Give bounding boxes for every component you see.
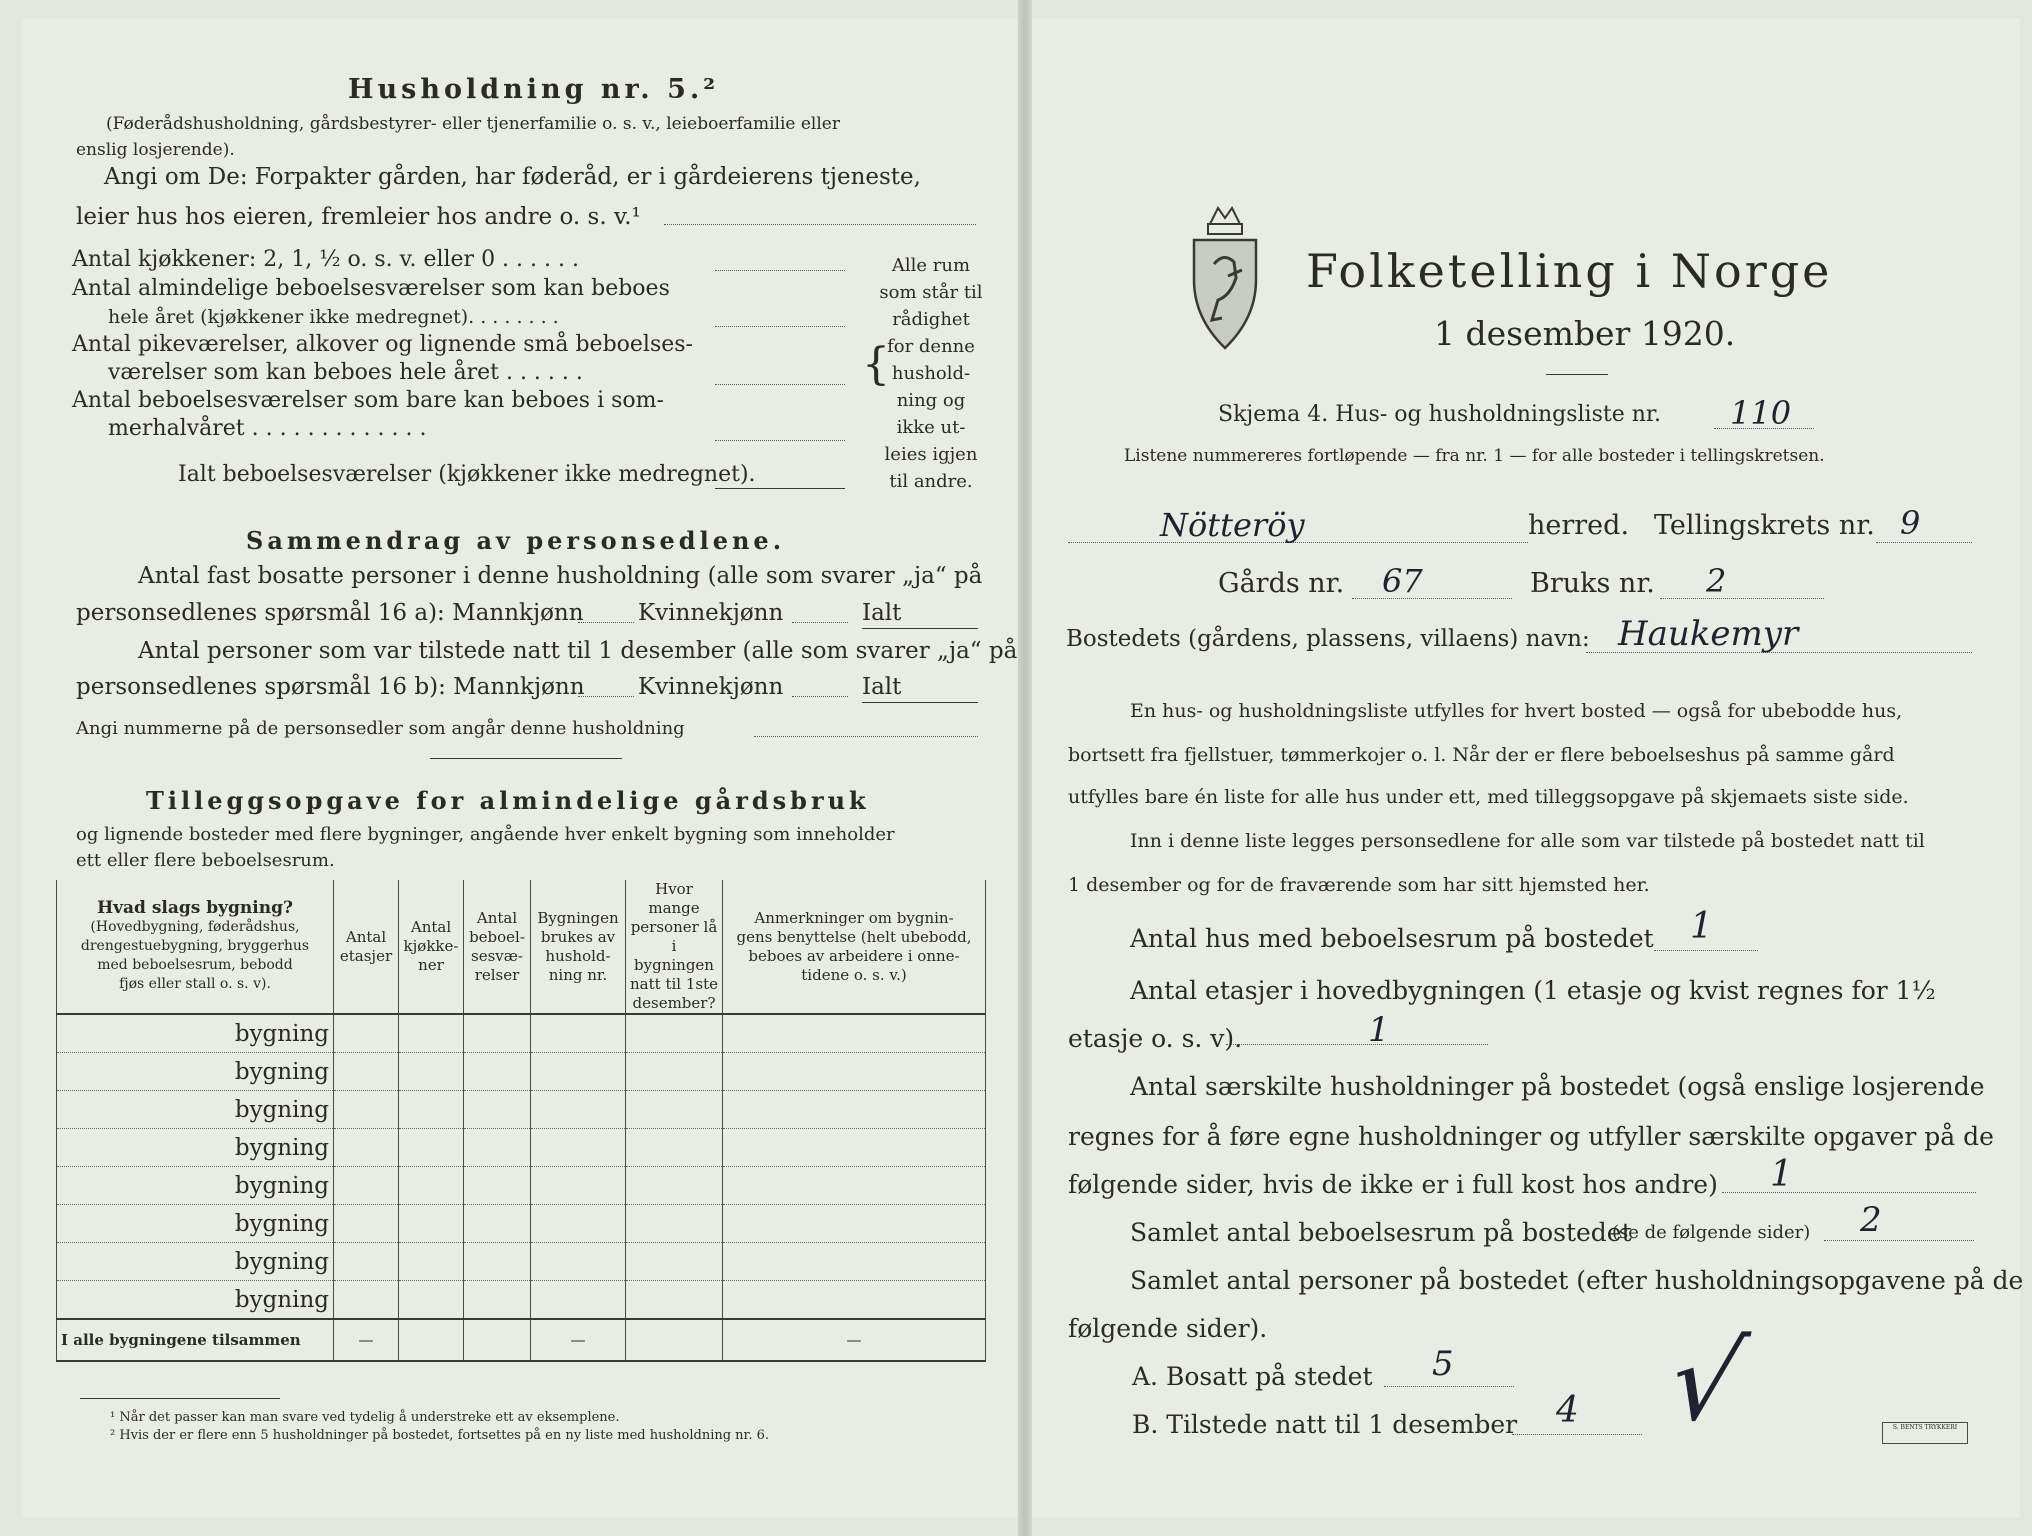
building-cell: [723, 1281, 986, 1320]
col-kjokkener-header: [399, 880, 464, 1014]
bosted-value: Haukemyr: [1618, 614, 1799, 654]
col-etasjer-header: [334, 880, 399, 1014]
tillegg-line1: og lignende bosteder med flere bygninger, angående hver enkelt bygning som inneholder: [76, 824, 895, 845]
instr-p1c: utfylles bare én liste for alle hus under ett, med tilleggsopgave på skjemaets siste side.: [1068, 786, 1909, 808]
q3-label-b: regnes for å føre egne husholdninger og utfyller særskilte opgaver på de: [1068, 1122, 1994, 1151]
mann2-line: [578, 696, 634, 697]
q2-value: 1: [1368, 1010, 1390, 1050]
alm-label-a: Antal almindelige beboelsesværelser som kan beboes: [72, 276, 670, 301]
q3-value: 1: [1770, 1154, 1793, 1195]
header-line: sesvæ-: [471, 946, 523, 965]
q3-line: [1722, 1192, 1976, 1193]
header-line: drengestuebygning, bryggerhus: [80, 938, 310, 954]
q4-label: Samlet antal beboelsesrum på bostedet: [1130, 1218, 1632, 1247]
header-line: etasjer: [339, 946, 393, 965]
header-line: beboel-: [469, 927, 525, 946]
building-cell: [531, 1205, 626, 1243]
kjokken-line: [715, 270, 845, 271]
building-cell: [723, 1053, 986, 1091]
household-title: Husholdning nr. 5.²: [348, 74, 720, 105]
angi-line1: Angi om De: Forpakter gården, har føderåd, er i gårdeierens tjeneste,: [104, 164, 921, 190]
building-table: [56, 880, 986, 1362]
building-cell: [464, 1129, 531, 1167]
building-type-cell: bygning: [57, 1281, 334, 1320]
building-cell: [531, 1014, 626, 1053]
building-cell: [399, 1053, 464, 1091]
total-label: I alle bygningene tilsammen: [57, 1319, 334, 1361]
building-cell: [334, 1243, 399, 1281]
skjema-number: 110: [1730, 394, 1792, 432]
building-cell: [626, 1091, 723, 1129]
somm-line: [715, 440, 845, 441]
building-type-cell: bygning: [57, 1014, 334, 1053]
q2-label-a: Antal etasjer i hovedbygningen (1 etasje og kvist regnes for 1½: [1130, 976, 1936, 1005]
bruks-label: Bruks nr.: [1530, 568, 1655, 599]
ialt1-line: [862, 628, 978, 629]
building-cell: [464, 1091, 531, 1129]
total-vaerelser: [464, 1319, 531, 1361]
total-kjokkener: [399, 1319, 464, 1361]
building-cell: [334, 1205, 399, 1243]
q2-label-b: etasje o. s. v).: [1068, 1024, 1243, 1053]
somm-label-b: merhalvåret . . . . . . . . . . . . .: [108, 416, 427, 441]
building-cell: [626, 1053, 723, 1091]
q3-label-c: følgende sider, hvis de ikke er i full kost hos andre): [1068, 1170, 1718, 1199]
summary-title: Sammendrag av personsedlene.: [246, 526, 786, 555]
summary-s2d: Ialt: [862, 674, 902, 700]
header-line: fjøs eller stall o. s. v).: [119, 976, 271, 992]
side-note-line: som står til: [879, 282, 983, 303]
building-cell: [626, 1167, 723, 1205]
pike-line: [715, 384, 845, 385]
instr-p1b: bortsett fra fjellstuer, tømmerkojer o. l. Når der er flere beboelseshus på samme gård: [1068, 744, 1895, 766]
building-cell: [399, 1205, 464, 1243]
building-cell: [626, 1129, 723, 1167]
summary-s1c: Kvinnekjønn: [638, 600, 784, 626]
header-line: Antal: [345, 927, 387, 946]
q1-line: [1654, 950, 1758, 951]
building-type-cell: bygning: [57, 1053, 334, 1091]
building-cell: [626, 1014, 723, 1053]
header-line: i bygningen: [634, 937, 714, 974]
building-row: [57, 1167, 986, 1205]
side-note: [878, 252, 984, 495]
building-cell: [399, 1014, 464, 1053]
krets-label: Tellingskrets nr.: [1654, 510, 1875, 541]
q1-label: Antal hus med beboelsesrum på bostedet: [1130, 924, 1654, 953]
building-cell: [399, 1129, 464, 1167]
side-note-line: leies igjen: [884, 444, 978, 465]
gards-label: Gårds nr.: [1218, 568, 1345, 599]
bruks-value: 2: [1706, 562, 1727, 600]
total-etasjer: —: [334, 1319, 399, 1361]
building-cell: [334, 1053, 399, 1091]
somm-label-a: Antal beboelsesværelser som bare kan beboes i som-: [72, 388, 664, 413]
summary-s1b: personsedlenes spørsmål 16 a): Mannkjønn: [76, 600, 584, 626]
qb-line: [1512, 1434, 1642, 1435]
header-line: gens benyttelse (helt ubebodd,: [736, 927, 972, 946]
tillegg-title: Tilleggsopgave for almindelige gårdsbruk: [146, 786, 870, 815]
header-line: ning nr.: [548, 965, 608, 984]
summary-s2b: personsedlenes spørsmål 16 b): Mannkjønn: [76, 674, 585, 700]
side-note-line: Alle rum: [891, 255, 971, 276]
header-line: tidene o. s. v.): [801, 965, 907, 984]
listene-note: Listene nummereres fortløpende — fra nr. 1 — for alle bosteder i tellingskretsen.: [1124, 446, 1825, 466]
mann1-line: [578, 622, 634, 623]
side-note-line: ikke ut-: [896, 417, 966, 438]
building-cell: [334, 1091, 399, 1129]
building-cell: [464, 1243, 531, 1281]
bosted-label: Bostedets (gårdens, plassens, villaens) navn:: [1066, 626, 1590, 652]
header-line: Antal: [476, 908, 518, 927]
instr-p2a: Inn i denne liste legges personsedlene for alle som var tilstede på bostedet natt til: [1130, 830, 1925, 852]
herred-value: Nötteröy: [1160, 506, 1305, 544]
building-cell: [626, 1205, 723, 1243]
header-line: beboes av arbeidere i onne-: [748, 946, 960, 965]
summary-s1a: Antal fast bosatte personer i denne husholdning (alle som svarer „ja“ på: [138, 563, 983, 589]
total-anmerkninger: —: [723, 1319, 986, 1361]
q2-line: [1226, 1044, 1488, 1045]
building-cell: [334, 1014, 399, 1053]
gards-line: [1352, 598, 1512, 599]
kjokken-label: Antal kjøkkener: 2, 1, ½ o. s. v. eller 0 . . . . . .: [72, 247, 579, 272]
footnote-1: ¹ Når det passer kan man svare ved tydelig å understreke ett av eksemplene.: [110, 1410, 620, 1425]
summary-s2a: Antal personer som var tilstede natt til 1 desember (alle som svarer „ja“ på: [138, 638, 1018, 664]
angi-line2: leier hus hos eieren, fremleier hos andre o. s. v.¹: [76, 204, 641, 230]
building-cell: [723, 1091, 986, 1129]
header-line: relser: [474, 965, 520, 984]
ialt-line: [715, 488, 845, 489]
q4-small: (se de følgende sider): [1612, 1222, 1811, 1243]
building-cell: [334, 1281, 399, 1320]
pike-label-b: værelser som kan beboes hele året . . . . . .: [108, 360, 583, 385]
census-title: Folketelling i Norge: [1306, 244, 1833, 298]
building-cell: [464, 1167, 531, 1205]
building-row: [57, 1053, 986, 1091]
summary-s1d: Ialt: [862, 600, 902, 626]
q3-label-a: Antal særskilte husholdninger på bostedet (også enslige losjerende: [1130, 1072, 1985, 1101]
side-note-line: rådighet: [892, 309, 970, 330]
title-rule: [1546, 374, 1608, 375]
building-type-cell: bygning: [57, 1091, 334, 1129]
building-cell: [399, 1167, 464, 1205]
angi-answer-line: [664, 224, 976, 225]
side-note-line: hushold-: [891, 363, 971, 384]
building-row: [57, 1281, 986, 1320]
building-cell: [531, 1053, 626, 1091]
q4-value: 2: [1860, 1200, 1882, 1240]
building-cell: [531, 1129, 626, 1167]
household-sub2: enslig losjerende).: [76, 140, 235, 160]
col-anmerkninger-header: [723, 880, 986, 1014]
building-cell: [723, 1205, 986, 1243]
header-line: ner: [418, 956, 444, 974]
building-row: [57, 1129, 986, 1167]
header-line: (Hovedbygning, føderådshus,: [90, 919, 300, 935]
printer-stamp: S. BENTS TRYKKERI: [1882, 1422, 1968, 1444]
building-cell: [626, 1281, 723, 1320]
header-line: desember?: [632, 994, 716, 1012]
q5-label-a: Samlet antal personer på bostedet (efter husholdningsopgavene på de: [1130, 1266, 2024, 1295]
q5-label-b: følgende sider).: [1068, 1314, 1268, 1343]
building-row: [57, 1243, 986, 1281]
total-personer: [626, 1319, 723, 1361]
norwegian-coat-of-arms: [1188, 200, 1262, 350]
side-note-line: for denne: [887, 336, 975, 357]
header-line: kjøkke-: [403, 937, 459, 955]
krets-value: 9: [1900, 504, 1921, 542]
building-type-cell: bygning: [57, 1205, 334, 1243]
building-cell: [464, 1053, 531, 1091]
qa-value: 5: [1432, 1344, 1454, 1384]
check-mark: √: [1658, 1320, 1755, 1445]
census-date: 1 desember 1920.: [1434, 314, 1736, 353]
page-fold: [1018, 0, 1032, 1536]
col-bygning-header: Hvad slags bygning? (Hovedbygning, føderådshus, drengestuebygning, bryggerhus med beboelsesrum, bebodd fjøs eller stall o. s. v).: [57, 880, 334, 1014]
header-line: Anmerkninger om bygnin-: [754, 908, 954, 927]
side-note-line: ning og: [896, 390, 966, 411]
header-line: brukes av: [540, 927, 616, 946]
building-row: [57, 1014, 986, 1053]
q4-line: [1824, 1240, 1974, 1241]
footnote-rule: [80, 1398, 280, 1399]
bruks-line: [1660, 598, 1824, 599]
building-cell: [399, 1243, 464, 1281]
building-cell: [531, 1243, 626, 1281]
building-cell: [399, 1281, 464, 1320]
col-personer-header: [626, 880, 723, 1014]
alm-line: [715, 326, 845, 327]
household-sub1: (Føderådshusholdning, gårdsbestyrer- eller tjenerfamilie o. s. v., leieboerfamilie eller: [106, 114, 840, 134]
header-line: Hvor mange: [648, 880, 700, 917]
qa-line: [1384, 1386, 1514, 1387]
nummerne-line: [754, 736, 978, 737]
footnote-2: ² Hvis der er flere enn 5 husholdninger på bostedet, fortsettes på en ny liste med husholdning nr. 6.: [110, 1428, 770, 1443]
total-husholdning: —: [531, 1319, 626, 1361]
herred-label: herred.: [1528, 510, 1630, 541]
building-cell: [531, 1091, 626, 1129]
pike-label-a: Antal pikeværelser, alkover og lignende små beboelses-: [72, 332, 693, 357]
krets-line: [1876, 542, 1972, 543]
building-cell: [464, 1281, 531, 1320]
total-row: [57, 1319, 986, 1361]
instr-p1a: En hus- og husholdningsliste utfylles for hvert bosted — også for ubebodde hus,: [1130, 700, 1903, 722]
qb-value: 4: [1556, 1390, 1579, 1431]
building-cell: [399, 1091, 464, 1129]
building-row: [57, 1091, 986, 1129]
brace: {: [862, 339, 890, 390]
gards-value: 67: [1382, 562, 1423, 600]
col-vaerelser-header: [464, 880, 531, 1014]
building-cell: [334, 1129, 399, 1167]
building-cell: [723, 1014, 986, 1053]
kvinne1-line: [792, 622, 848, 623]
header-line: personer lå: [630, 918, 718, 936]
q1-value: 1: [1690, 906, 1713, 947]
col-husholdning-header: [531, 880, 626, 1014]
building-cell: [723, 1129, 986, 1167]
header-line: med beboelsesrum, bebodd: [97, 957, 293, 973]
building-type-cell: bygning: [57, 1243, 334, 1281]
summary-s2c: Kvinnekjønn: [638, 674, 784, 700]
building-cell: [723, 1243, 986, 1281]
building-cell: [626, 1243, 723, 1281]
summary-s3: Angi nummerne på de personsedler som angår denne husholdning: [76, 718, 685, 739]
instr-p2b: 1 desember og for de fraværende som har sitt hjemsted her.: [1068, 874, 1650, 896]
header-line: Bygningen: [537, 908, 619, 927]
building-cell: [723, 1167, 986, 1205]
header-line: natt til 1ste: [630, 975, 718, 993]
building-cell: [464, 1205, 531, 1243]
building-cell: [531, 1281, 626, 1320]
building-type-cell: bygning: [57, 1167, 334, 1205]
divider: [430, 758, 622, 759]
skjema-label: Skjema 4. Hus- og husholdningsliste nr.: [1218, 402, 1661, 427]
ialt-label: Ialt beboelsesværelser (kjøkkener ikke medregnet).: [178, 462, 756, 487]
tillegg-line2: ett eller flere beboelsesrum.: [76, 850, 335, 871]
alm-label-b: hele året (kjøkkener ikke medregnet). . . . . . . .: [108, 306, 559, 328]
building-cell: [464, 1014, 531, 1053]
ialt2-line: [862, 702, 978, 703]
building-cell: [334, 1167, 399, 1205]
kvinne2-line: [792, 696, 848, 697]
building-type-cell: bygning: [57, 1129, 334, 1167]
header-line: hushold-: [545, 946, 611, 965]
building-cell: [531, 1167, 626, 1205]
qb-label: B. Tilstede natt til 1 desember: [1132, 1410, 1518, 1439]
qa-label: A. Bosatt på stedet: [1132, 1362, 1373, 1391]
building-row: [57, 1205, 986, 1243]
header-line: Antal: [410, 918, 452, 936]
side-note-line: til andre.: [889, 471, 973, 492]
